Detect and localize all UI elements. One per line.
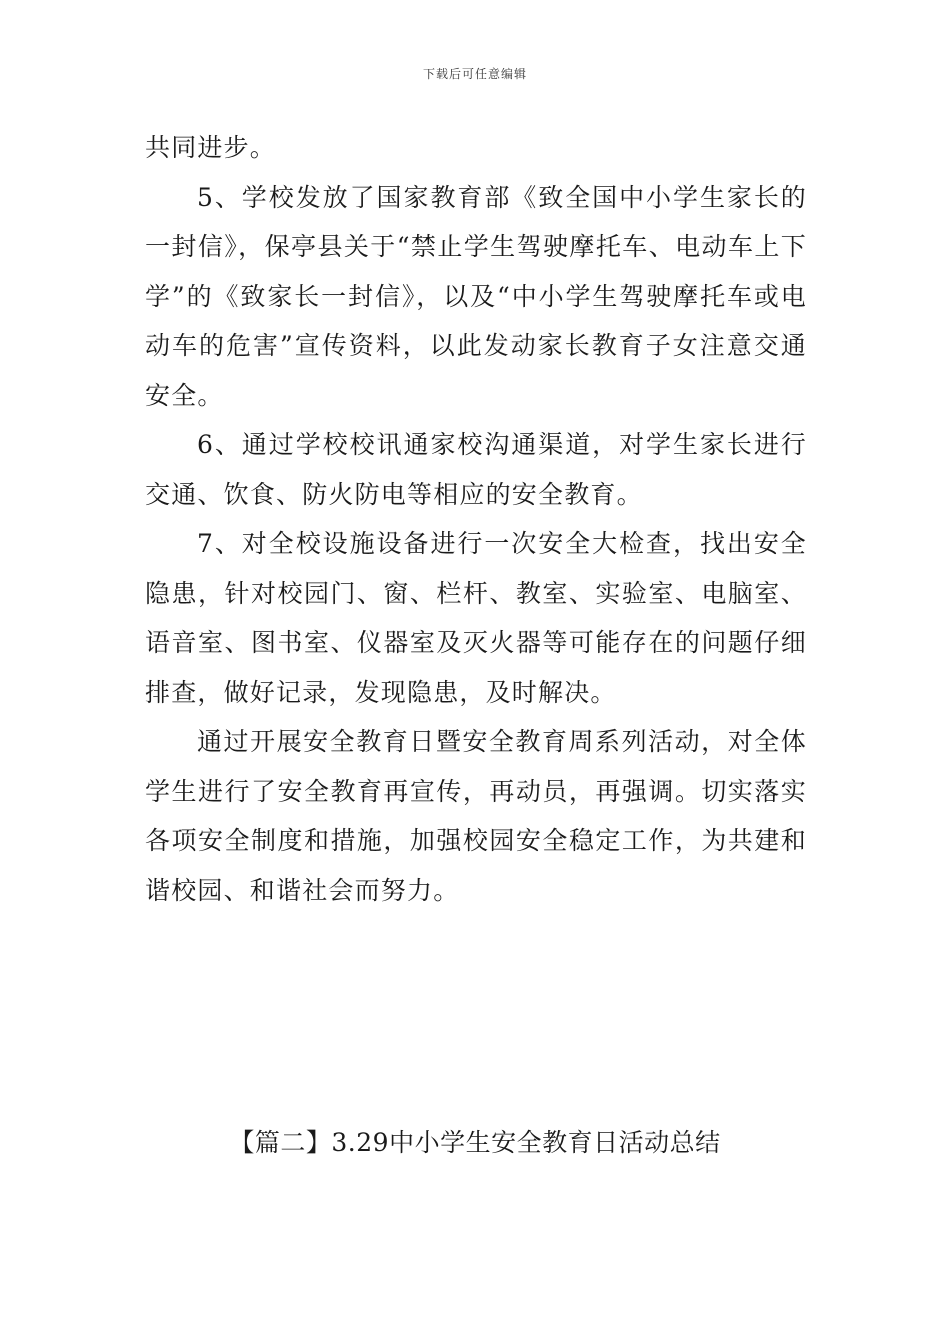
paragraph-item-7: 7、对全校设施设备进行一次安全大检查，找出安全隐患，针对校园门、窗、栏杆、教室、实验室、电脑室、语音室、图书室、仪器室及灭火器等可能存在的问题仔细排查，做好记录，发现隐患，及时解决。 (145, 529, 807, 707)
header-note: 下载后可任意编辑 (422, 67, 527, 81)
body-text (145, 123, 807, 915)
paragraph-item-6: 6、通过学校校讯通家校沟通渠道，对学生家长进行交通、饮食、防火防电等相应的安全教育。 (145, 430, 807, 509)
paragraph-item-5: 5、学校发放了国家教育部《致全国中小学生家长的一封信》，保亭县关于“禁止学生驾驶摩托车、电动车上下学”的《致家长一封信》，以及“中小学生驾驶摩托车或电动车的危害”宣传资料，以此发动家长教育子女注意交通安全。 (145, 182, 807, 410)
paragraph-conclusion: 通过开展安全教育日暨安全教育周系列活动，对全体学生进行了安全教育再宣传，再动员，再强调。切实落实各项安全制度和措施，加强校园安全稳定工作，为共建和谐校园、和谐社会而努力。 (145, 727, 807, 905)
paragraph-continuation: 共同进步。 (145, 133, 277, 162)
section-heading: 【篇二】3.29中小学生安全教育日活动总结 (229, 1128, 721, 1157)
